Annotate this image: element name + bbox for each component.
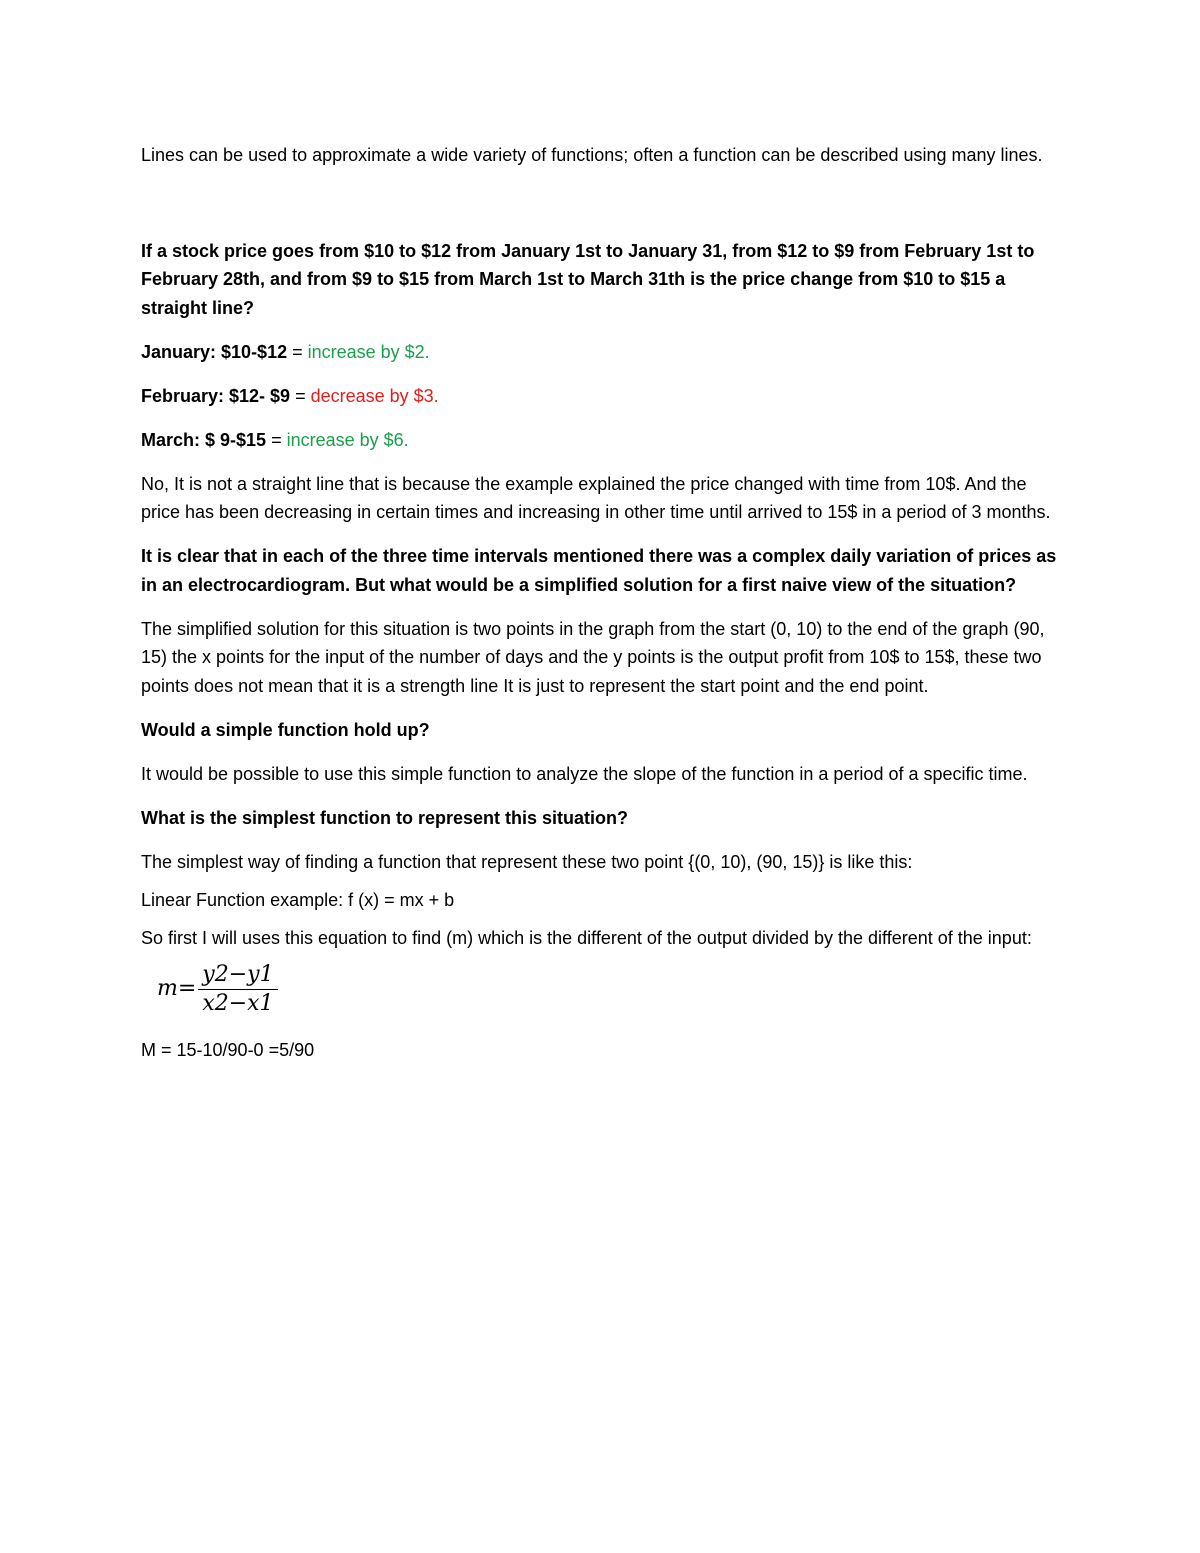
- formula-denominator: x2−x1: [202, 990, 274, 1016]
- slope-intro: So first I will uses this equation to find (m) which is the different of the output divided by the different of the input:: [141, 927, 1032, 948]
- month-label: March: $ 9-$15: [141, 429, 267, 450]
- month-label: February: $12- $9: [141, 385, 291, 406]
- question-simplified-solution: It is clear that in each of the three time intervals mentioned there was a complex daily variation of prices as in an electrocardiogram. But what would be a simplified solution for a first naive view of the situation?: [141, 546, 1057, 595]
- question-straight-line: If a stock price goes from $10 to $12 from January 1st to January 31, from $12 to $9 from February 1st to February 28th, and from $9 to $15 from March 1st to March 31th is the price change from $10 to $15 a straight line?: [141, 240, 1035, 318]
- formula-numerator: y2−y1: [198, 961, 277, 990]
- month-line-march: [141, 426, 1061, 455]
- equals-sign: =: [266, 429, 287, 450]
- month-label: January: $10-$12: [141, 341, 288, 362]
- change-result: increase by $6.: [286, 429, 409, 450]
- question-simple-function: Would a simple function hold up?: [141, 719, 430, 740]
- month-line-january: [141, 338, 1061, 367]
- slope-calculation: M = 15-10/90-0 =5/90: [141, 1039, 315, 1060]
- intro-paragraph: Lines can be used to approximate a wide variety of functions; often a function can be described using many lines.: [141, 145, 1043, 165]
- equals-sign: =: [287, 341, 308, 362]
- answer-simplified-solution: The simplified solution for this situation is two points in the graph from the start (0, 10) to the end of the graph (90, 15) the x points for the input of the number of days and the y points is the output profit from 10$ to 15$, these two points does not mean that it is a strength line It is just to represent the start point and the end point.: [141, 618, 1045, 696]
- formula-fraction: [198, 961, 277, 1018]
- formula-lhs: m=: [157, 975, 197, 1001]
- linear-function-example: Linear Function example: f (x) = mx + b: [141, 890, 455, 910]
- change-result: decrease by $3.: [310, 385, 439, 406]
- slope-formula: [157, 961, 1061, 1018]
- change-result: increase by $2.: [307, 341, 430, 362]
- question-simplest-function: What is the simplest function to represent this situation?: [141, 807, 629, 828]
- month-line-february: [141, 382, 1061, 411]
- answer-straight-line: No, It is not a straight line that is because the example explained the price changed with time from 10$. And the price has been decreasing in certain times and increasing in other time until arrived to 15$ in a period of 3 months.: [141, 473, 1051, 522]
- answer-simplest-function: The simplest way of finding a function that represent these two point {(0, 10), (90, 15)} is like this:: [141, 851, 913, 872]
- equals-sign: =: [290, 385, 311, 406]
- answer-simple-function: It would be possible to use this simple function to analyze the slope of the function in a period of a specific time.: [141, 763, 1028, 784]
- document-body: [141, 141, 1061, 1064]
